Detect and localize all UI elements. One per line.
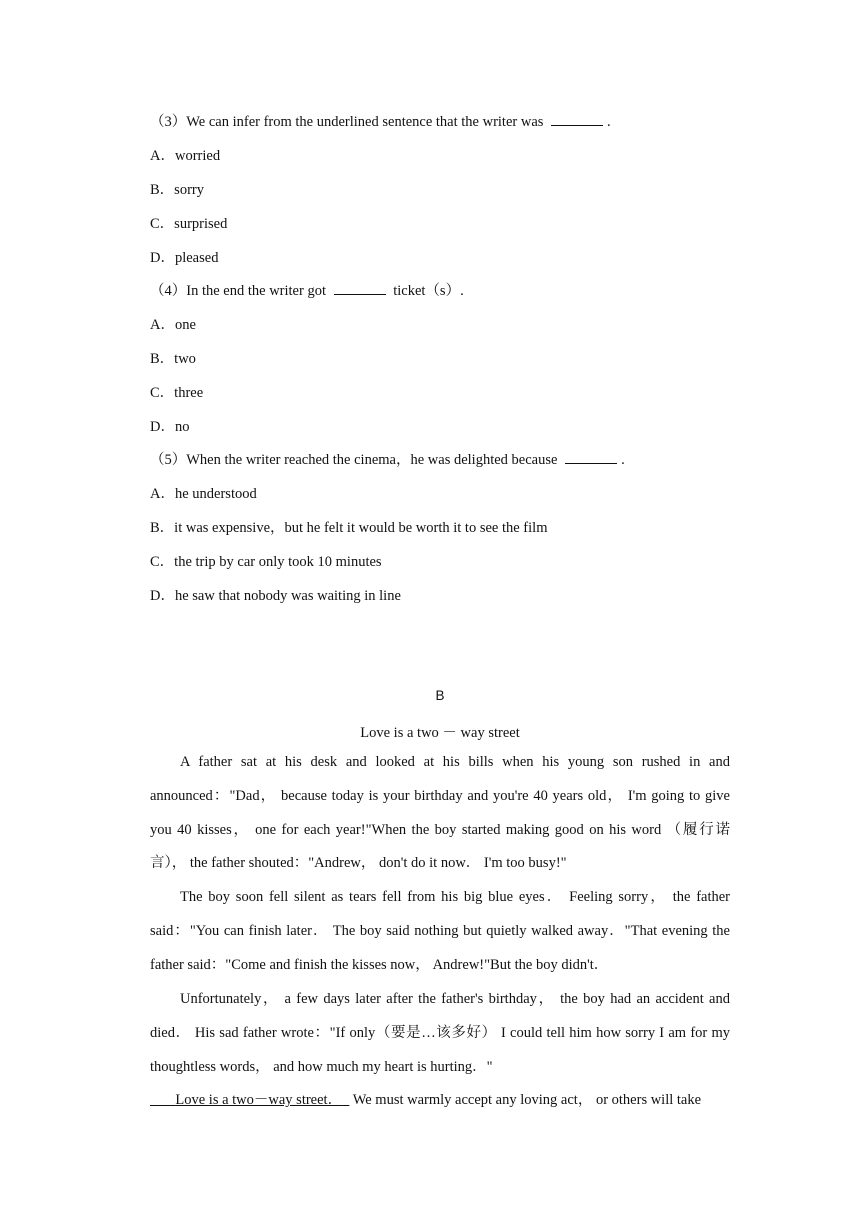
question-5-text: （5）When the writer reached the cinema，he was delighted because [150,452,562,468]
question-4-end: ticket（s）. [389,283,464,299]
q3-option-d: D．pleased [150,250,219,266]
passage-paragraph-3 [150,983,730,1084]
q5-option-c: C．the trip by car only took 10 minutes [150,554,382,570]
q3-option-b: B．sorry [150,182,204,198]
q5-option-d: D．he saw that nobody was waiting in line [150,588,401,604]
paragraph-4-text: We must warmly accept any loving act， or others will take [349,1092,702,1108]
question-3-end: . [607,114,611,130]
question-3-text: （3）We can infer from the underlined sentence that the writer was [150,114,548,130]
paragraph-2-text: The boy soon fell silent as tears fell from his big blue eyes． Feeling sorry， the father said："You can finish later． The boy said nothing but quietly walked away．"That evening the father said："Come and finish the kisses now， Andrew!"But the boy didn't． [150,889,730,973]
paragraph-3-text: Unfortunately， a few days later after the father's birthday， the boy had an accident and died． His sad father wrote："If only（要是…该多好） I could tell him how sorry I am for my thoughtless words， and how much my heart is hurting．" [150,991,730,1075]
question-5-end: . [621,452,625,468]
passage-paragraph-1 [150,746,730,881]
question-4-text: （4）In the end the writer got [150,283,330,299]
q4-option-a: A．one [150,317,196,333]
question-5-stem [150,451,625,469]
paragraph-1-text: A father sat at his desk and looked at his bills when his young son rushed in and announced："Dad， because today is your birthday and you're 40 years old， I'm going to give you 40 kisses， one for each year!"When the boy started making good on his word （履行诺言）， the father shouted："Andrew， don't do it now． I'm too busy!" [150,754,730,872]
q3-option-c: C．surprised [150,216,228,232]
section-letter: B [435,688,445,703]
passage-paragraph-4 [150,1084,730,1118]
q4-option-b: B．two [150,351,196,367]
q5-option-a: A．he understood [150,486,257,502]
q5-option-b: B．it was expensive，but he felt it would be worth it to see the film [150,520,548,536]
question-4-stem [150,282,464,300]
answer-blank [565,451,617,464]
question-3-stem [150,113,611,131]
q4-option-d: D．no [150,419,190,435]
passage-title: Love is a two － way street [360,725,520,741]
q4-option-c: C．three [150,385,204,401]
answer-blank [551,113,603,126]
underlined-sentence: Love is a two－way street． [175,1092,343,1108]
q3-option-a: A．worried [150,148,221,164]
passage-paragraph-2 [150,881,730,982]
answer-blank [334,282,386,295]
